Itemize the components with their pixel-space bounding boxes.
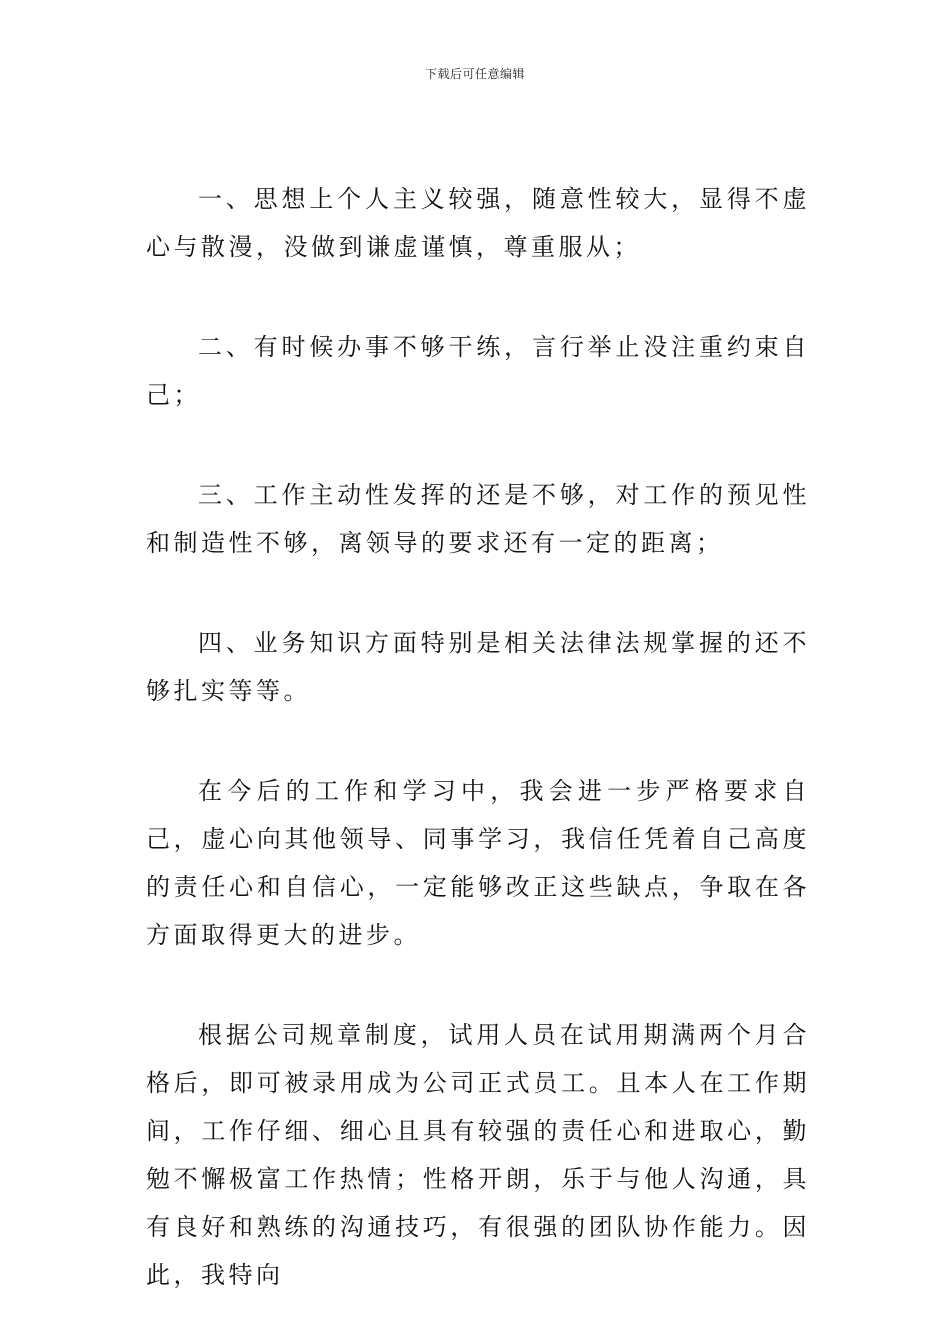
paragraph-improvement-plan: 在今后的工作和学习中，我会进一步严格要求自己，虚心向其他领导、同事学习，我信任凭着自己高度的责任心和自信心，一定能够改正这些缺点，争取在各方面取得更大的进步。	[146, 777, 810, 949]
paragraph-shortcoming-2: 二、有时候办事不够干练，言行举止没注重约束自己；	[146, 333, 810, 409]
paragraph-shortcoming-4: 四、业务知识方面特别是相关法律法规掌握的还不够扎实等等。	[146, 629, 810, 705]
header-note: 下载后可任意编辑	[424, 67, 525, 81]
document-body	[146, 175, 810, 1299]
paragraph-shortcoming-1: 一、思想上个人主义较强，随意性较大，显得不虚心与散漫，没做到谦虚谨慎，尊重服从；	[146, 185, 810, 261]
paragraph-employment-request: 根据公司规章制度，试用人员在试用期满两个月合格后，即可被录用成为公司正式员工。且本人在工作期间，工作仔细、细心且具有较强的责任心和进取心，勤勉不懈极富工作热情；性格开朗，乐于与他人沟通，具有良好和熟练的沟通技巧，有很强的团队协作能力。因此，我特向	[146, 1021, 810, 1289]
paragraph-shortcoming-3: 三、工作主动性发挥的还是不够，对工作的预见性和制造性不够，离领导的要求还有一定的距离；	[146, 481, 810, 557]
